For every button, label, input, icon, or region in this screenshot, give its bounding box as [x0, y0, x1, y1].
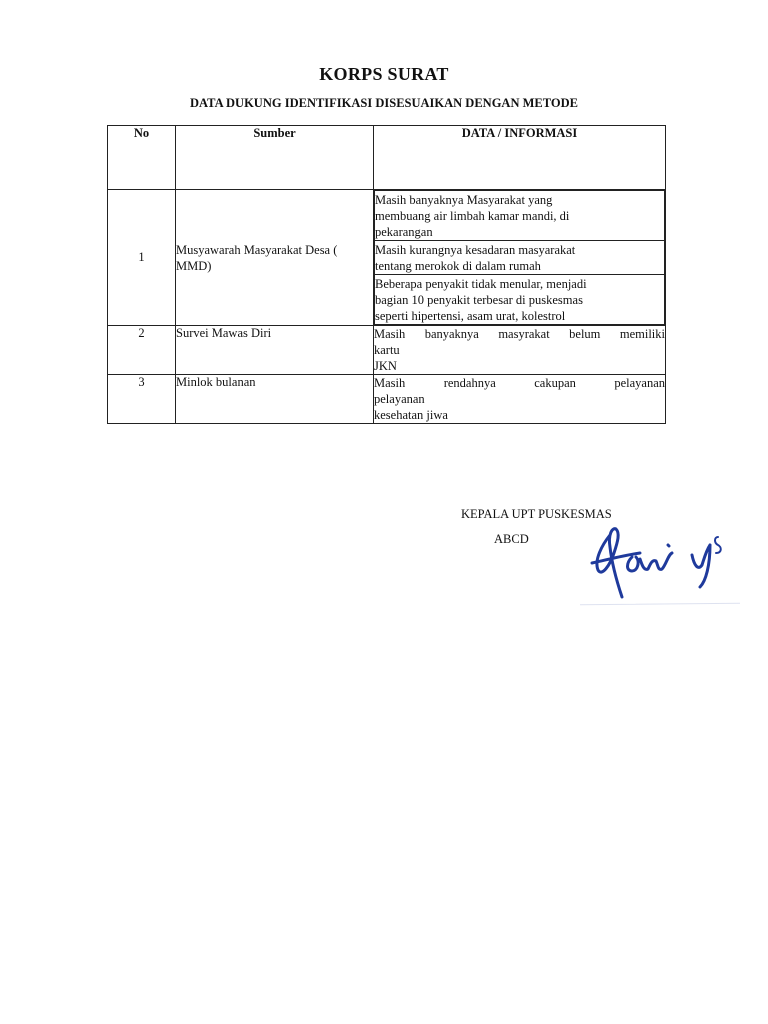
data-line: membuang air limbah kamar mandi, di [375, 209, 570, 223]
row-data-cell [374, 375, 666, 424]
data-line: tentang merokok di dalam rumah [375, 259, 541, 273]
row-number: 2 [108, 326, 176, 375]
data-line: Masih kurangnya kesadaran masyarakat [375, 243, 576, 257]
header-sumber: Sumber [176, 126, 374, 190]
data-subtable [374, 190, 665, 325]
document-subtitle: DATA DUKUNG IDENTIFIKASI DISESUAIKAN DENGAN METODE [190, 96, 578, 110]
handwritten-signature [580, 515, 740, 615]
data-entry [375, 241, 665, 275]
row-number: 1 [108, 190, 176, 326]
table-row [108, 326, 666, 375]
table-row [108, 190, 666, 326]
data-line: Masih banyaknya masyrakat belum memiliki [374, 327, 665, 341]
row-data-cell [374, 326, 666, 375]
row-source: Musyawarah Masyarakat Desa ( MMD) [176, 190, 374, 326]
data-entry [375, 191, 665, 241]
signature-strokes [580, 529, 740, 605]
signatory-title: KEPALA UPT PUSKESMAS [461, 507, 612, 521]
data-line: kesehatan jiwa [374, 408, 448, 422]
data-line: Masih rendahnya cakupan pelayanan [374, 376, 665, 390]
row-source: Minlok bulanan [176, 375, 374, 424]
signature-stroke [628, 545, 673, 571]
row-source: Survei Mawas Diri [176, 326, 374, 375]
data-line: JKN [374, 359, 397, 373]
table-row [108, 375, 666, 424]
signature-stroke [580, 603, 740, 605]
signature-stroke [597, 529, 622, 597]
signature-stroke [692, 545, 710, 587]
data-line: kartu [374, 343, 400, 357]
table-header-row [108, 126, 666, 190]
data-line: Masih banyaknya Masyarakat yang [375, 193, 553, 207]
data-line: Beberapa penyakit tidak menular, menjadi [375, 277, 587, 291]
data-line: pekarangan [375, 225, 433, 239]
data-line: seperti hipertensi, asam urat, kolestrol [375, 309, 566, 323]
signatory-name: ABCD [494, 532, 529, 546]
header-no: No [108, 126, 176, 190]
row-data-cell [374, 190, 666, 326]
data-entry [375, 275, 665, 325]
document-title: KORPS SURAT [319, 64, 449, 84]
signature-stroke [715, 537, 721, 553]
data-line: bagian 10 penyakit terbesar di puskesmas [375, 293, 583, 307]
header-data-informasi: DATA / INFORMASI [374, 126, 666, 190]
data-line: pelayanan [374, 392, 425, 406]
row-number: 3 [108, 375, 176, 424]
identification-table [107, 125, 666, 424]
